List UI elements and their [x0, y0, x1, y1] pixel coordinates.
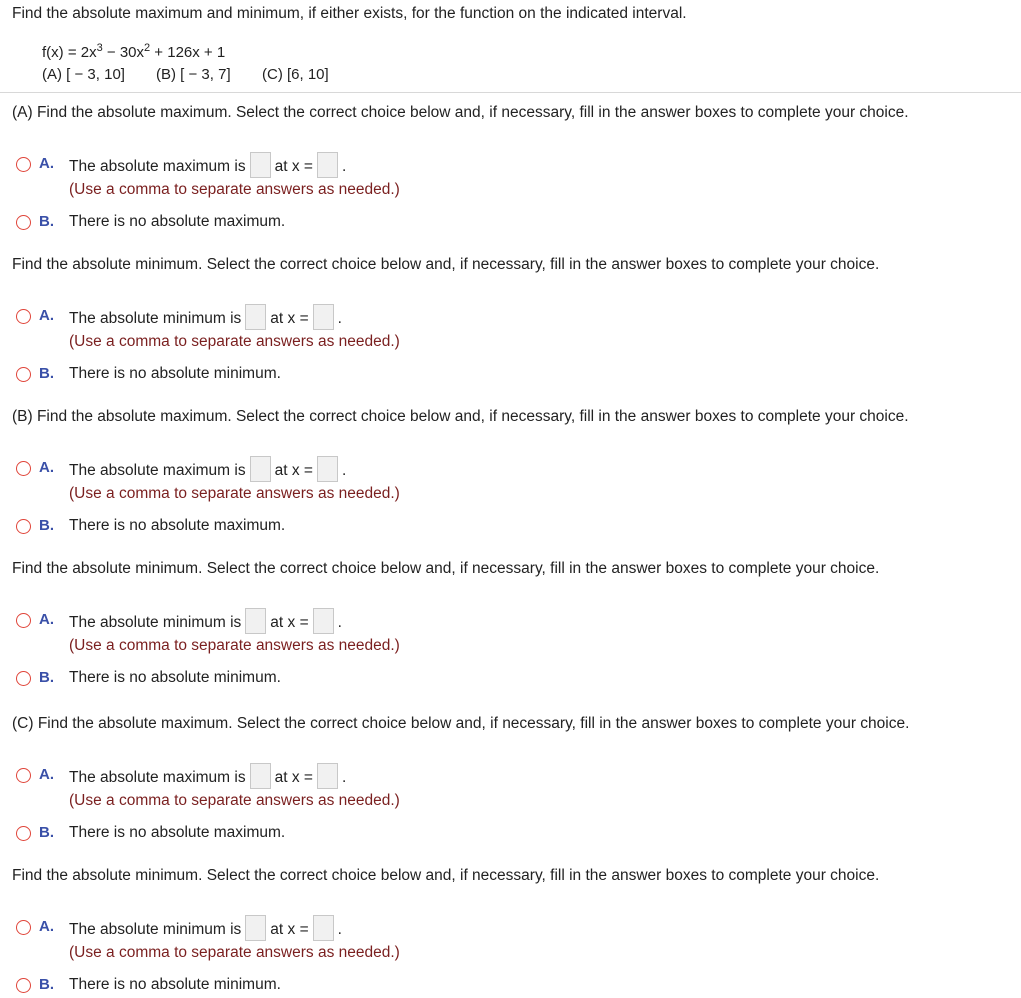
part-a-min-at-x: at x = — [270, 310, 309, 328]
part-b-min-choice-b-text: There is no absolute minimum. — [69, 669, 281, 686]
interval-c: (C) [6, 10] — [262, 66, 329, 83]
part-c-max-x-input[interactable] — [317, 763, 338, 789]
part-b-max-at-x: at x = — [274, 462, 313, 480]
part-c-max-choice-a-letter: A. — [39, 766, 54, 783]
part-c-min-at-x: at x = — [270, 921, 309, 939]
part-c-max-choice-b-letter: B. — [39, 824, 54, 841]
function-exp2: 2 — [144, 42, 151, 54]
function-suffix: + 126x + 1 — [150, 44, 226, 61]
part-c-min-choice-a-row — [69, 917, 342, 943]
part-c-min-choice-a-letter: A. — [39, 918, 54, 935]
part-c-max-at-x: at x = — [274, 769, 313, 787]
part-b-max-hint: (Use a comma to separate answers as needed.) — [69, 485, 400, 502]
part-b-min-value-input[interactable] — [245, 608, 266, 634]
part-c-min-choice-a-radio[interactable] — [16, 920, 31, 935]
part-c-min-choice-a-text: The absolute minimum is — [69, 921, 242, 939]
period: . — [337, 614, 342, 632]
part-a-max-choice-a-row — [69, 154, 346, 180]
part-b-min-at-x: at x = — [270, 614, 309, 632]
part-b-min-choice-a-row — [69, 610, 342, 636]
part-a-min-choice-b-radio[interactable] — [16, 367, 31, 382]
part-c-max-choice-b-text: There is no absolute maximum. — [69, 824, 286, 841]
header-divider — [0, 92, 1021, 93]
part-b-max-choice-b-letter: B. — [39, 517, 54, 534]
part-c-min-x-input[interactable] — [313, 915, 334, 941]
part-c-max-prompt: (C) Find the absolute maximum. Select the correct choice below and, if necessary, fill in the answer boxes to complete your choice. — [12, 715, 910, 732]
part-b-max-choice-a-row — [69, 458, 346, 484]
function-expression — [42, 44, 225, 61]
part-a-max-prompt: (A) Find the absolute maximum. Select the correct choice below and, if necessary, fill in the answer boxes to complete your choice. — [12, 104, 909, 121]
part-a-max-x-input[interactable] — [317, 152, 338, 178]
part-b-min-hint: (Use a comma to separate answers as needed.) — [69, 637, 400, 654]
part-c-min-choice-b-radio[interactable] — [16, 978, 31, 993]
part-a-max-choice-a-radio[interactable] — [16, 157, 31, 172]
part-c-min-hint: (Use a comma to separate answers as needed.) — [69, 944, 400, 961]
part-a-min-choice-b-letter: B. — [39, 365, 54, 382]
part-b-max-x-input[interactable] — [317, 456, 338, 482]
part-a-max-value-input[interactable] — [250, 152, 271, 178]
part-a-min-value-input[interactable] — [245, 304, 266, 330]
part-c-min-prompt: Find the absolute minimum. Select the correct choice below and, if necessary, fill in the answer boxes to complete your choice. — [12, 867, 880, 884]
part-b-max-choice-b-text: There is no absolute maximum. — [69, 517, 286, 534]
part-a-min-choice-a-radio[interactable] — [16, 309, 31, 324]
part-b-min-choice-b-letter: B. — [39, 669, 54, 686]
part-c-min-value-input[interactable] — [245, 915, 266, 941]
period: . — [341, 158, 347, 176]
part-a-min-choice-a-letter: A. — [39, 307, 54, 324]
part-a-max-choice-b-letter: B. — [39, 213, 54, 230]
part-a-min-x-input[interactable] — [313, 304, 334, 330]
part-b-max-choice-b-radio[interactable] — [16, 519, 31, 534]
part-c-max-value-input[interactable] — [250, 763, 271, 789]
part-a-max-hint: (Use a comma to separate answers as needed.) — [69, 181, 400, 198]
instruction: Find the absolute maximum and minimum, if either exists, for the function on the indicated interval. — [12, 5, 687, 22]
part-b-max-value-input[interactable] — [250, 456, 271, 482]
part-b-max-choice-a-radio[interactable] — [16, 461, 31, 476]
part-a-min-prompt: Find the absolute minimum. Select the correct choice below and, if necessary, fill in the answer boxes to complete your choice. — [12, 256, 880, 273]
part-a-max-choice-b-text: There is no absolute maximum. — [69, 213, 286, 230]
interval-b: (B) [ − 3, 7] — [156, 66, 231, 83]
part-b-max-choice-a-text: The absolute maximum is — [69, 462, 246, 480]
part-c-min-choice-b-letter: B. — [39, 976, 54, 993]
period: . — [337, 921, 342, 939]
part-c-max-choice-b-radio[interactable] — [16, 826, 31, 841]
part-a-min-hint: (Use a comma to separate answers as needed.) — [69, 333, 400, 350]
part-a-max-choice-b-radio[interactable] — [16, 215, 31, 230]
part-a-min-choice-b-text: There is no absolute minimum. — [69, 365, 281, 382]
function-prefix: f(x) = 2x — [42, 44, 97, 61]
part-c-min-choice-b-text: There is no absolute minimum. — [69, 976, 281, 993]
period: . — [341, 769, 347, 787]
part-a-min-choice-a-row — [69, 306, 342, 332]
part-b-min-choice-a-radio[interactable] — [16, 613, 31, 628]
part-b-min-prompt: Find the absolute minimum. Select the correct choice below and, if necessary, fill in the answer boxes to complete your choice. — [12, 560, 880, 577]
period: . — [341, 462, 347, 480]
part-a-max-choice-a-letter: A. — [39, 155, 54, 172]
part-b-min-choice-b-radio[interactable] — [16, 671, 31, 686]
part-c-max-choice-a-radio[interactable] — [16, 768, 31, 783]
function-mid: − 30x — [102, 44, 145, 61]
part-c-max-hint: (Use a comma to separate answers as needed.) — [69, 792, 400, 809]
part-a-max-at-x: at x = — [274, 158, 313, 176]
part-a-max-choice-a-text: The absolute maximum is — [69, 158, 246, 176]
part-c-max-choice-a-row — [69, 765, 346, 791]
part-a-min-choice-a-text: The absolute minimum is — [69, 310, 242, 328]
function-exp1: 3 — [96, 42, 103, 54]
period: . — [337, 310, 342, 328]
part-b-min-choice-a-letter: A. — [39, 611, 54, 628]
interval-a: (A) [ − 3, 10] — [42, 66, 125, 83]
part-c-max-choice-a-text: The absolute maximum is — [69, 769, 246, 787]
part-b-max-prompt: (B) Find the absolute maximum. Select the correct choice below and, if necessary, fill in the answer boxes to complete your choice. — [12, 408, 909, 425]
part-b-max-choice-a-letter: A. — [39, 459, 54, 476]
part-b-min-x-input[interactable] — [313, 608, 334, 634]
part-b-min-choice-a-text: The absolute minimum is — [69, 614, 242, 632]
